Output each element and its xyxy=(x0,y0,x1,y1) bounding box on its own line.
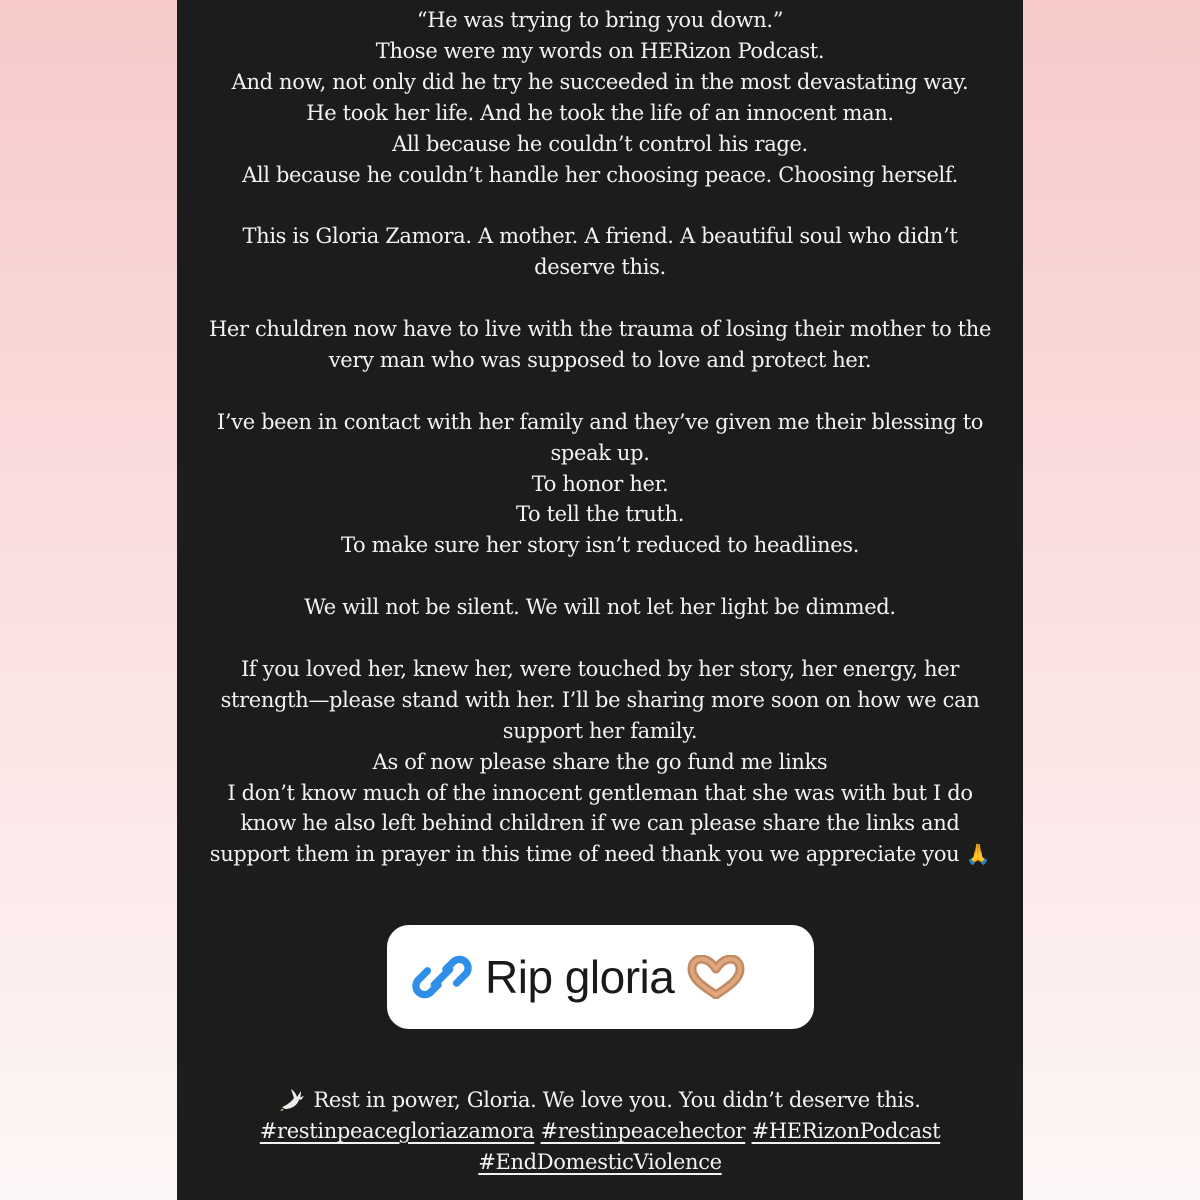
text-line: If you loved her, knew her, were touched by her story, her energy, her xyxy=(240,656,960,681)
footer-text: Rest in power, Gloria. We love you. You didn’t deserve this. xyxy=(313,1088,921,1112)
text-line: deserve this. xyxy=(534,255,666,280)
text-line: To honor her. xyxy=(531,471,669,496)
link-sticker-button[interactable] xyxy=(387,925,814,1029)
heart-hands-icon xyxy=(686,955,746,999)
text-line: This is Gloria Zamora. A mother. A friend. A beautiful soul who didn’t xyxy=(242,224,958,249)
text-line: As of now please share the go fund me links xyxy=(372,749,828,774)
story-footer xyxy=(177,1085,1023,1178)
hashtag-line xyxy=(177,1116,1023,1147)
hashtag-link[interactable]: #restinpeacehector xyxy=(540,1118,746,1143)
text-line: “He was trying to bring you down.” xyxy=(416,8,784,32)
paragraph-gap xyxy=(177,623,1023,654)
story-panel xyxy=(177,0,1023,1200)
text-line: very man who was supposed to love and protect her. xyxy=(328,347,872,372)
link-sticker-label: Rip gloria xyxy=(485,951,675,1003)
text-line: He took her life. And he took the life of an innocent man. xyxy=(306,100,894,125)
paragraph-gap xyxy=(177,561,1023,592)
paragraph-gap xyxy=(177,283,1023,314)
text-line: speak up. xyxy=(550,440,650,465)
text-line: Those were my words on HERizon Podcast. xyxy=(375,38,825,63)
paragraph-gap xyxy=(177,376,1023,407)
text-line: support her family. xyxy=(502,718,698,743)
paragraph-gap xyxy=(177,190,1023,221)
dove-icon xyxy=(279,1085,307,1111)
text-line: I don’t know much of the innocent gentleman that she was with but I do xyxy=(227,780,973,805)
text-line: I’ve been in contact with her family and they’ve given me their blessing to xyxy=(216,409,984,434)
hashtag-line xyxy=(177,1147,1023,1178)
text-line-content: support them in prayer in this time of need thank you we appreciate you xyxy=(209,842,960,867)
hashtag-link[interactable]: #HERizonPodcast xyxy=(751,1118,941,1143)
hashtag-link[interactable]: #restinpeacegloriazamora xyxy=(259,1118,535,1143)
link-icon xyxy=(411,946,473,1008)
text-line: We will not be silent. We will not let her light be dimmed. xyxy=(304,595,896,620)
text-line: Her chuldren now have to live with the trauma of losing their mother to the xyxy=(208,317,992,342)
text-line: To make sure her story isn’t reduced to headlines. xyxy=(340,533,860,558)
text-line: And now, not only did he try he succeeded in the most devastating way. xyxy=(231,69,969,94)
text-line: All because he couldn’t control his rage. xyxy=(392,131,808,156)
praying-hands-icon: 🙏 xyxy=(965,842,991,867)
text-line: To tell the truth. xyxy=(515,502,685,527)
footer-line xyxy=(177,1085,1023,1116)
story-caption-text xyxy=(177,5,1023,870)
text-line: strength—please stand with her. I’ll be sharing more soon on how we can xyxy=(220,687,980,712)
text-line: know he also left behind children if we can please share the links and xyxy=(240,811,960,836)
text-line xyxy=(177,839,1023,870)
text-line: All because he couldn’t handle her choosing peace. Choosing herself. xyxy=(242,162,958,187)
hashtag-link[interactable]: #EndDomesticViolence xyxy=(478,1149,722,1174)
